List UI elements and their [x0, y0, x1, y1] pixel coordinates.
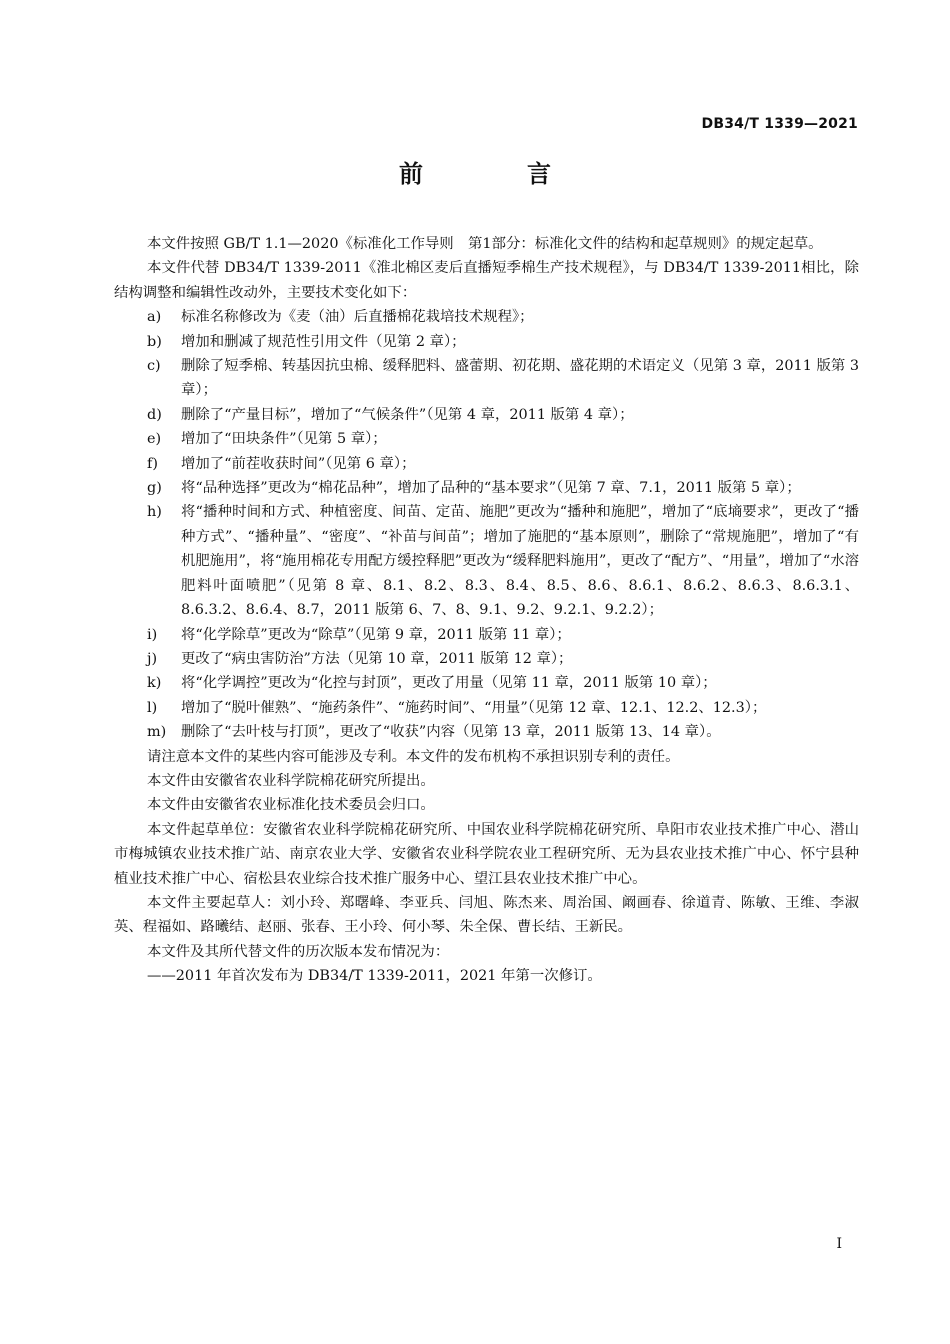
- version-history-heading: 本文件及其所代替文件的历次版本发布情况为：: [147, 943, 450, 960]
- list-marker: i): [147, 626, 158, 643]
- list-marker: m): [147, 724, 167, 741]
- document-code: DB34/T 1339—2021: [701, 116, 858, 132]
- list-marker: b): [147, 333, 162, 350]
- main-drafters: 本文件主要起草人：刘小玲、郑曙峰、李亚兵、闫旭、陈杰来、周治国、阚画春、徐道青、陈敏、王维、李淑英、程福如、路曦结、赵丽、张春、王小玲、何小琴、朱全保、曹长结、王新民。: [114, 894, 859, 936]
- list-item: [114, 647, 859, 671]
- list-item-text: 删除了短季棉、转基因抗虫棉、缓释肥料、盛蕾期、初花期、盛花期的术语定义（见第 3 章，2011 版第 3 章）；: [181, 358, 859, 399]
- document-body: [114, 232, 859, 989]
- list-marker: d): [147, 406, 162, 423]
- list-marker: l): [147, 699, 158, 716]
- list-item: [114, 427, 859, 451]
- list-marker: f): [147, 455, 158, 472]
- list-item: [114, 720, 859, 744]
- list-item-text: 删除了“去叶枝与打顶”，更改了“收获”内容（见第 13 章，2011 版第 13、14 章）。: [181, 724, 721, 741]
- proposer-statement: 本文件由安徽省农业科学院棉花研究所提出。: [147, 772, 435, 789]
- list-item: [114, 671, 859, 695]
- list-item: [114, 452, 859, 476]
- list-item: [114, 305, 859, 329]
- list-marker: j): [147, 650, 158, 667]
- list-item-text: 增加了“田块条件”（见第 5 章）；: [181, 431, 387, 448]
- list-item-text: 将“播种时间和方式、种植密度、间苗、定苗、施肥”更改为“播种和施肥”，增加了“底墒要求”，更改了“播种方式”、“播种量”、“密度”、“补苗与间苗”；增加了施肥的“基本原则”，删除了“常规施肥”，增加了“有机肥施用”，将“施用棉花专用配方缓控释肥”更改为“缓释肥料施用”，更改了“配方”、“用量”，增加了“水溶肥料叶面喷肥”（见第 8 章、8.1、8.2、8.3、8.4、8.5、8.6、8.6.1、8.6.2、8.6.3、8.6.3.1、8.6.3.2、8.6.4、8.7，2011 版第 6、7、8、9.1、9.2、9.2.1、9.2.2）；: [181, 504, 859, 619]
- list-item-text: 更改了“病虫害防治”方法（见第 10 章，2011 版第 12 章）；: [181, 650, 573, 667]
- list-item: [114, 696, 859, 720]
- list-marker: a): [147, 309, 162, 326]
- list-item: [114, 623, 859, 647]
- list-item-text: 标准名称修改为《麦（油）后直播棉花栽培技术规程》；: [181, 309, 534, 326]
- page-number: I: [836, 1236, 842, 1252]
- page-title: 前 言: [399, 160, 591, 188]
- list-item: [114, 403, 859, 427]
- list-marker: e): [147, 431, 162, 448]
- intro-paragraph-1: 本文件按照 GB/T 1.1—2020《标准化工作导则 第1部分：标准化文件的结构和起草规则》的规定起草。: [147, 236, 823, 252]
- list-marker: k): [147, 675, 162, 692]
- version-history-item: ——2011 年首次发布为 DB34/T 1339-2011，2021 年第一次修订。: [147, 968, 602, 985]
- patent-notice: 请注意本文件的某些内容可能涉及专利。本文件的发布机构不承担识别专利的责任。: [147, 748, 680, 765]
- list-item: [114, 476, 859, 500]
- list-item: [114, 500, 859, 622]
- list-marker: g): [147, 480, 162, 497]
- list-item-text: 将“化学除草”更改为“除草”（见第 9 章，2011 版第 11 章）；: [181, 626, 571, 643]
- list-item: [114, 330, 859, 354]
- list-item-text: 增加和删减了规范性引用文件（见第 2 章）；: [181, 333, 466, 350]
- list-item: [114, 354, 859, 403]
- list-item-text: 增加了“脱叶催熟”、“施药条件”、“施药时间”、“用量”（见第 12 章、12.1、12.2、12.3）；: [181, 699, 767, 716]
- list-marker: c): [147, 358, 161, 375]
- list-item-text: 将“化学调控”更改为“化控与封顶”，更改了用量（见第 11 章，2011 版第 10 章）；: [181, 675, 717, 692]
- list-item-text: 删除了“产量目标”，增加了“气候条件”（见第 4 章，2011 版第 4 章）；: [181, 406, 634, 423]
- intro-paragraph-2: 本文件代替 DB34/T 1339-2011《淮北棉区麦后直播短季棉生产技术规程》，与 DB34/T 1339-2011相比，除结构调整和编辑性改动外，主要技术变化如下：: [114, 260, 859, 301]
- drafting-units: 本文件起草单位：安徽省农业科学院棉花研究所、中国农业科学院棉花研究所、阜阳市农业技术推广中心、潜山市梅城镇农业技术推广站、南京农业大学、安徽省农业科学院农业工程研究所、无为县农业技术推广中心、怀宁县种植业技术推广中心、宿松县农业综合技术推广服务中心、望江县农业技术推广中心。: [114, 821, 859, 887]
- list-item-text: 增加了“前茬收获时间”（见第 6 章）；: [181, 455, 416, 472]
- list-marker: h): [147, 504, 162, 521]
- list-item-text: 将“品种选择”更改为“棉花品种”，增加了品种的“基本要求”（见第 7 章、7.1，2011 版第 5 章）；: [181, 480, 801, 497]
- centralizer-statement: 本文件由安徽省农业标准化技术委员会归口。: [147, 797, 435, 814]
- changes-list: [114, 305, 859, 744]
